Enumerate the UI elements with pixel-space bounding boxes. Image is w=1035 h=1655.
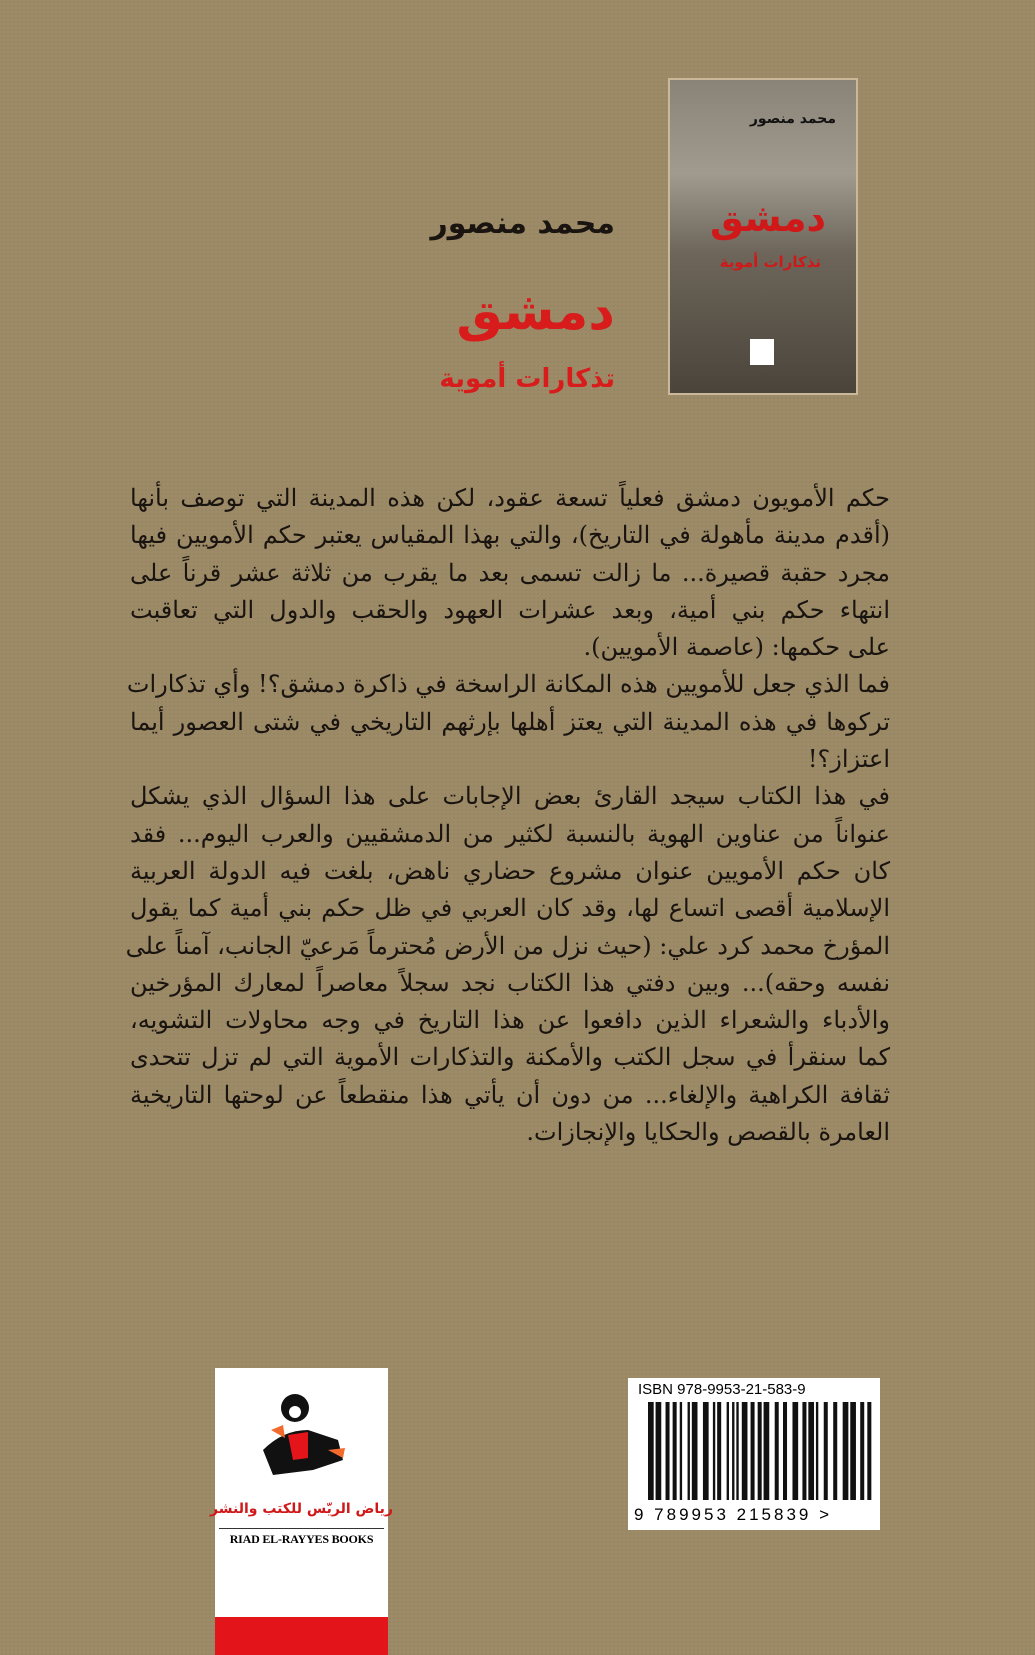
barcode-bar <box>673 1402 677 1500</box>
blurb-line: تركوها في هذه المدينة التي يعتز أهلها بإرثهم التاريخي في شتى العصور أيما <box>130 707 890 736</box>
publisher-english-name: RIAD EL-RAYYES BOOKS <box>219 1528 384 1547</box>
barcode-bar <box>727 1402 729 1500</box>
barcode-bar <box>783 1402 787 1500</box>
blurb-line: حكم الأمويون دمشق فعلياً تسعة عقود، لكن هذه المدينة التي توصف بأنها <box>130 484 890 512</box>
publisher-logo <box>210 1368 393 1655</box>
blurb-line: المؤرخ محمد كرد علي: (حيث نزل من الأرض مُحترماً مَرعيّ الجانب، آمناً على <box>125 931 890 960</box>
publisher-arabic-name: رياض الريّس للكتب والنشر <box>210 1501 393 1517</box>
barcode-bar <box>688 1402 690 1500</box>
blurb-line: في هذا الكتاب سيجد القارئ بعض الإجابات على هذا السؤال الذي يشكل <box>130 782 890 811</box>
barcode-bar <box>824 1402 828 1500</box>
blurb-line: انتهاء حكم بني أمية، وبعد عشرات العهود والحقب والدول التي تعاقبت <box>130 595 890 624</box>
barcode-bar <box>713 1402 715 1500</box>
blurb-text <box>125 480 891 1151</box>
barcode-bars <box>648 1402 873 1500</box>
barcode-bar <box>703 1402 709 1500</box>
publisher-red-band <box>215 1617 388 1655</box>
barcode-bar <box>775 1402 779 1500</box>
barcode-bar <box>742 1402 748 1500</box>
barcode-bar <box>666 1402 670 1500</box>
thumbnail-subtitle: تذكارات أموية <box>719 253 821 271</box>
thumbnail-publisher-logo <box>750 339 774 365</box>
blurb-line: فما الذي جعل للأمويين هذه المكانة الراسخة في ذاكرة دمشق؟! وأي تذكارات <box>126 670 890 699</box>
barcode-bar <box>648 1402 654 1500</box>
book-subtitle: تذكارات أموية <box>439 364 615 394</box>
barcode-bar <box>764 1402 770 1500</box>
blurb-line: العامرة بالقصص والحكايا والإنجازات. <box>526 1118 890 1147</box>
book-title: دمشق <box>456 282 615 342</box>
barcode-bar <box>758 1402 762 1500</box>
barcode-bar <box>792 1402 798 1500</box>
barcode-bar <box>736 1402 738 1500</box>
barcode-bar <box>717 1402 721 1500</box>
barcode-bar <box>732 1402 734 1500</box>
cover-thumbnail <box>668 78 858 395</box>
barcode-bar <box>692 1402 698 1500</box>
barcode-bar <box>751 1402 755 1500</box>
blurb-line: ثقافة الكراهية والإلغاء... من دون أن يأتي هذا منقطعاً عن لوحتها التاريخية <box>130 1080 890 1109</box>
blurb-line: والأدباء والشعراء الذين دافعوا عن هذا التاريخ في وجه محاولات التشويه، <box>130 1006 890 1035</box>
thumbnail-title: دمشق <box>710 196 826 240</box>
barcode-bar <box>802 1402 806 1500</box>
blurb-line: عنواناً من عناوين الهوية بالنسبة لكثير من الدمشقيين والعرب اليوم... فقد <box>130 819 890 848</box>
barcode-bar <box>850 1402 856 1500</box>
barcode-bar <box>833 1402 837 1500</box>
isbn-text: ISBN 978-9953-21-583-9 <box>638 1381 806 1398</box>
blurb-line: اعتزاز؟! <box>807 745 890 774</box>
blurb-line: كان حكم الأمويين عنوان مشروع حضاري ناهض، بلغت فيه الدولة العربية <box>130 856 890 885</box>
blurb-line: (أقدم مدينة مأهولة في التاريخ)، والتي بهذا المقياس يعتبر حكم الأمويين فيها <box>130 521 890 550</box>
barcode-bar <box>843 1402 849 1500</box>
blurb-line: الإسلامية أقصى اتساع لها، وقد كان العربي في ظل حكم بني أمية كما يقول <box>130 894 890 923</box>
barcode-bar <box>656 1402 662 1500</box>
thumbnail-author: محمد منصور <box>749 111 836 127</box>
barcode-bar <box>860 1402 864 1500</box>
barcode-bar <box>816 1402 818 1500</box>
barcode-digits: 9 789953 215839 > <box>634 1505 833 1524</box>
blurb-line: كما سنقرأ في سجل الكتب والأمكنة والتذكارات الأموية التي لم تزل تتحدى <box>130 1043 891 1072</box>
isbn-barcode <box>628 1378 880 1530</box>
blurb-line: نفسه وحقه)... وبين دفتي هذا الكتاب نجد سجلاً معاصراً لمعارك المؤرخين <box>130 968 890 997</box>
author-name: محمد منصور <box>430 206 615 241</box>
publisher-figure-icon <box>253 1390 353 1490</box>
barcode-bar <box>867 1402 871 1500</box>
blurb-line: مجرد حقبة قصيرة... ما زالت تسمى بعد ما يقرب من ثلاثة عشر قرناً على <box>130 558 890 587</box>
barcode-bar <box>808 1402 814 1500</box>
blurb-line: على حكمها: (عاصمة الأمويين). <box>583 633 890 662</box>
barcode-bar <box>680 1402 682 1500</box>
